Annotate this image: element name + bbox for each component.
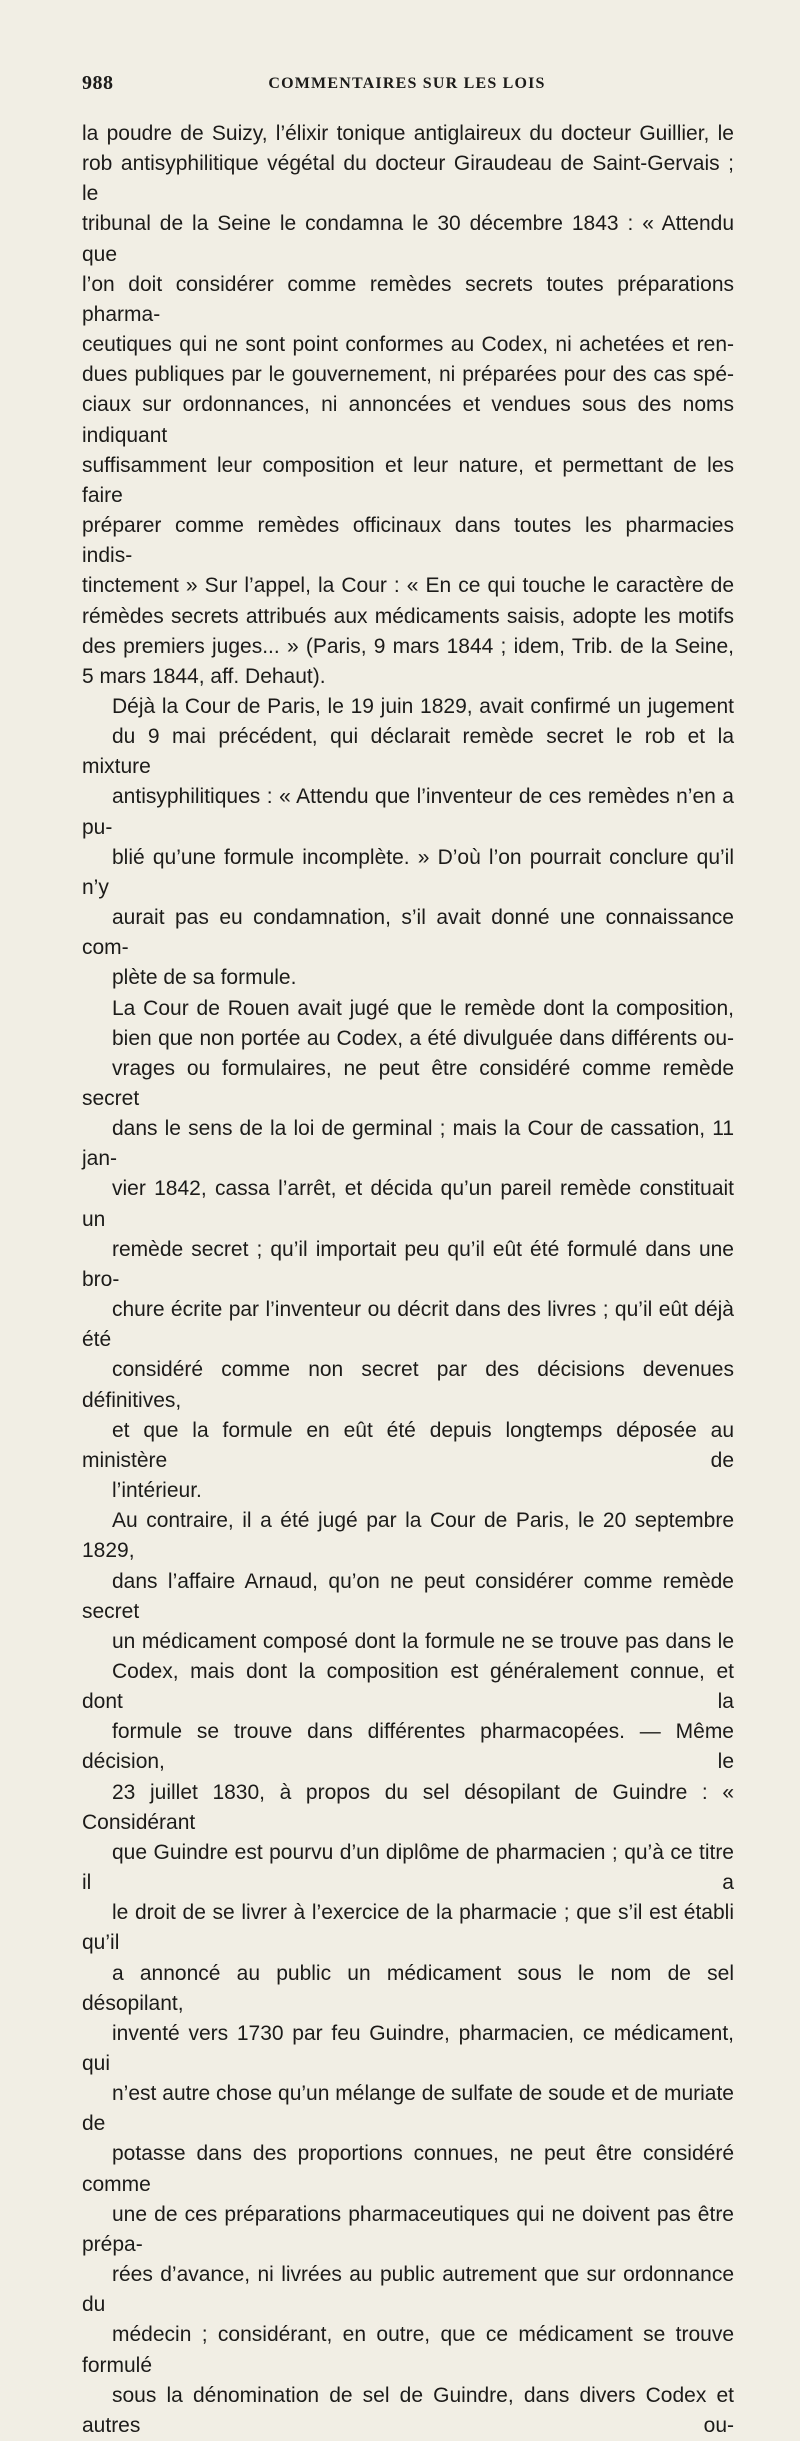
text-line: et que la formule en eût été depuis longtemps déposée au ministère de xyxy=(82,1418,734,1472)
text-line: plète de sa formule. xyxy=(112,966,297,990)
text-line: l’intérieur. xyxy=(112,1479,202,1503)
text-line: vrages ou formulaires, ne peut être considéré comme remède secret xyxy=(82,1056,734,1110)
text-line: Au contraire, il a été jugé par la Cour de Paris, le 20 septembre 1829, xyxy=(82,1509,734,1563)
text-line: l’on doit considérer comme remèdes secrets toutes préparations pharma- xyxy=(82,272,734,326)
text-line: antisyphilitiques : « Attendu que l’inventeur de ces remèdes n’en a pu- xyxy=(82,785,734,839)
text-line: 23 juillet 1830, à propos du sel désopilant de Guindre : « Considérant xyxy=(82,1780,734,1834)
page-header xyxy=(82,72,732,102)
text-line: le droit de se livrer à l’exercice de la pharmacie ; que s’il est établi qu’il xyxy=(82,1901,734,1955)
text-line: vier 1842, cassa l’arrêt, et décida qu’un pareil remède constituait un xyxy=(82,1177,734,1231)
text-line: dues publiques par le gouvernement, ni préparées pour des cas spé- xyxy=(82,363,734,387)
text-line: n’est autre chose qu’un mélange de sulfate de soude et de muriate de xyxy=(82,2082,734,2136)
text-line: chure écrite par l’inventeur ou décrit dans des livres ; qu’il eût déjà été xyxy=(82,1298,734,1352)
text-line: Déjà la Cour de Paris, le 19 juin 1829, avait confirmé un jugement xyxy=(112,694,734,718)
text-line: a annoncé au public un médicament sous le nom de sel désopilant, xyxy=(82,1961,734,2015)
paragraph-4 xyxy=(82,1506,734,2441)
text-line: Codex, mais dont la composition est généralement connue, et dont la xyxy=(82,1659,734,1714)
text-line: du 9 mai précédent, qui déclarait remède secret le rob et la mixture xyxy=(82,725,734,779)
text-line: blié qu’une formule incomplète. » D’où l’on pourrait conclure qu’il n’y xyxy=(82,845,734,899)
body-text xyxy=(82,119,734,2441)
text-line: potasse dans des proportions connues, ne peut être considéré comme xyxy=(82,2142,734,2196)
text-line: ceutiques qui ne sont point conformes au Codex, ni achetées et ren- xyxy=(82,333,734,357)
text-line: rob antisyphilitique végétal du docteur Giraudeau de Saint-Gervais ; le xyxy=(82,152,734,206)
text-line: inventé vers 1730 par feu Guindre, pharmacien, ce médicament, qui xyxy=(82,2021,734,2075)
text-line: La Cour de Rouen avait jugé que le remède dont la composition, xyxy=(112,996,734,1020)
text-line: médecin ; considérant, en outre, que ce médicament se trouve formulé xyxy=(82,2323,734,2377)
text-line: que Guindre est pourvu d’un diplôme de pharmacien ; qu’à ce titre il a xyxy=(82,1840,734,1895)
text-line: préparer comme remèdes officinaux dans toutes les pharmacies indis- xyxy=(82,514,734,568)
text-line: sous la dénomination de sel de Guindre, dans divers Codex et autres ou- xyxy=(82,2383,734,2437)
text-line: bien que non portée au Codex, a été divulguée dans différents ou- xyxy=(112,1026,734,1050)
paragraph-3 xyxy=(82,994,734,1507)
text-line: aurait pas eu condamnation, s’il avait donné une connaissance com- xyxy=(82,906,734,960)
text-line: 5 mars 1844, aff. Dehaut). xyxy=(82,664,326,688)
paragraph-1 xyxy=(82,119,734,692)
text-line: suffisamment leur composition et leur nature, et permettant de les faire xyxy=(82,453,734,507)
text-line: dans l’affaire Arnaud, qu’on ne peut considérer comme remède secret xyxy=(82,1569,734,1623)
running-title: COMMENTAIRES SUR LES LOIS xyxy=(268,75,546,92)
page-number: 988 xyxy=(82,72,114,94)
text-line: rémèdes secrets attribués aux médicaments saisis, adopte les motifs xyxy=(82,604,734,628)
text-line: rées d’avance, ni livrées au public autrement que sur ordonnance du xyxy=(82,2263,734,2317)
text-line: tribunal de la Seine le condamna le 30 décembre 1843 : « Attendu que xyxy=(82,212,734,266)
text-line: ciaux sur ordonnances, ni annoncées et vendues sous des noms indiquant xyxy=(82,393,734,447)
text-line: un médicament composé dont la formule ne se trouve pas dans le xyxy=(112,1629,734,1653)
text-line: des premiers juges... » (Paris, 9 mars 1844 ; idem, Trib. de la Seine, xyxy=(82,634,734,658)
text-line: la poudre de Suizy, l’élixir tonique antiglaireux du docteur Guillier, le xyxy=(82,122,734,145)
text-line: considéré comme non secret par des décisions devenues définitives, xyxy=(82,1358,734,1412)
text-line: dans le sens de la loi de germinal ; mais la Cour de cassation, 11 jan- xyxy=(82,1117,734,1171)
text-line: une de ces préparations pharmaceutiques qui ne doivent pas être prépa- xyxy=(82,2202,734,2256)
paragraph-2 xyxy=(82,692,734,994)
text-line: formule se trouve dans différentes pharmacopées. — Même décision, le xyxy=(82,1720,734,1774)
text-line: remède secret ; qu’il importait peu qu’il eût été formulé dans une bro- xyxy=(82,1237,734,1291)
text-line: tinctement » Sur l’appel, la Cour : « En ce qui touche le caractère de xyxy=(82,574,734,598)
